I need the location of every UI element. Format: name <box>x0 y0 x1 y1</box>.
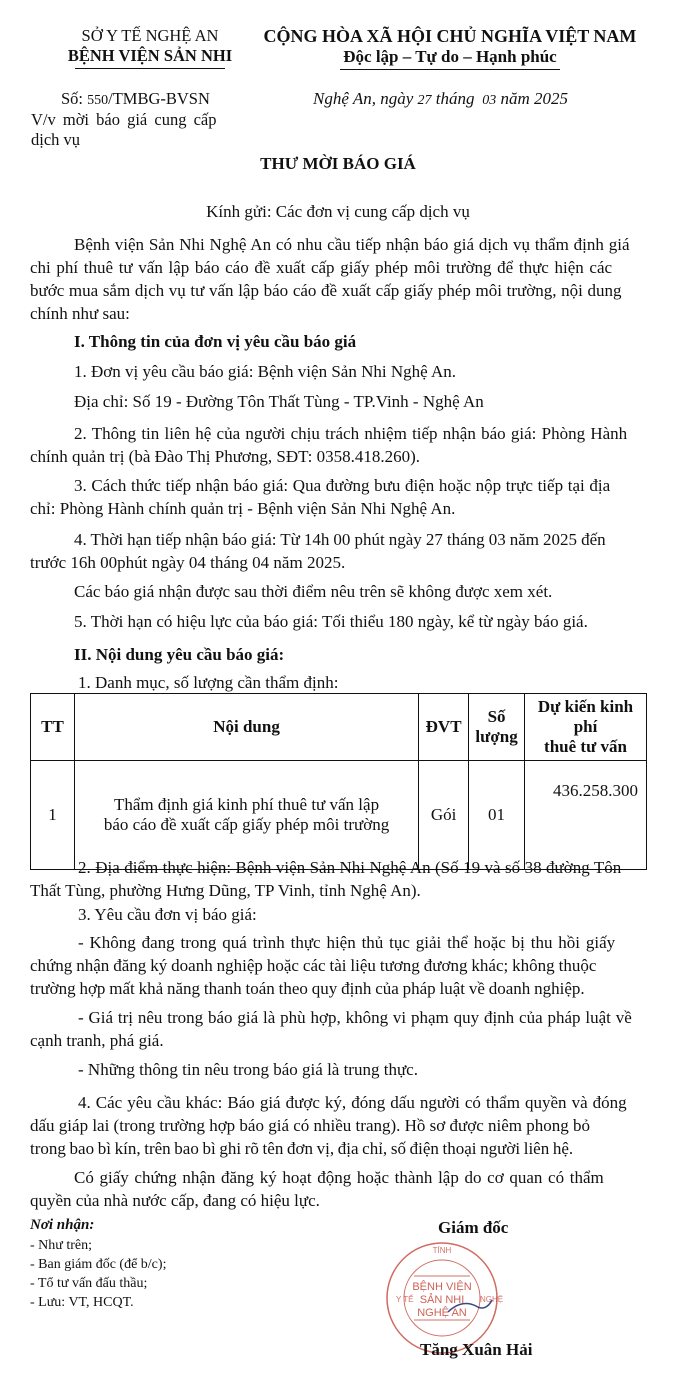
cell-content-line-2: báo cáo đề xuất cấp giấy phép môi trường <box>103 815 390 834</box>
intro-line: chính như sau: <box>30 304 130 323</box>
document-title: THƯ MỜI BÁO GIÁ <box>260 154 416 173</box>
date-month: 03 <box>482 93 497 108</box>
doc-number-prefix: Số: <box>61 89 88 108</box>
intro-line: chi phí thuê tư vấn lập báo cáo đề xuất cấp giấy phép môi trường để thực hiện các <box>30 258 613 277</box>
header-quantity <box>469 694 525 761</box>
section-2-line: cạnh tranh, phá giá. <box>30 1031 164 1050</box>
header-content: Nội dung <box>74 694 418 761</box>
svg-text:TỈNH: TỈNH <box>432 1246 452 1255</box>
section-2-line: Có giấy chứng nhận đăng ký hoạt động hoặc thành lập do cơ quan có thẩm <box>74 1168 604 1187</box>
signer-name: Tăng Xuân Hải <box>420 1340 533 1359</box>
section-1-line: 4. Thời hạn tiếp nhận báo giá: Từ 14h 00 phút ngày 27 tháng 03 năm 2025 đến <box>74 530 606 549</box>
section-1-line: 3. Cách thức tiếp nhận báo giá: Qua đường bưu điện hoặc nộp trực tiếp tại địa <box>74 476 611 495</box>
section-2-line: 4. Các yêu cầu khác: Báo giá được ký, đóng dấu người có thẩm quyền và đóng <box>78 1093 627 1112</box>
date-suffix: năm 2025 <box>496 89 569 108</box>
section-1-line: 1. Đơn vị yêu cầu báo giá: Bệnh viện Sản Nhi Nghệ An. <box>74 362 456 381</box>
document-number <box>61 89 210 109</box>
svg-text:NGHỆ: NGHỆ <box>480 1295 504 1304</box>
cell-unit: Gói <box>419 761 469 870</box>
svg-text:SẢN NHI: SẢN NHI <box>419 1294 465 1306</box>
header-quantity-line-1: Số <box>487 707 506 726</box>
section-2-line: quyền của nhà nước cấp, đang có hiệu lực. <box>30 1191 320 1210</box>
recipient-item: - Như trên; <box>30 1238 93 1253</box>
header-cost-line-1: Dự kiến kinh phí <box>537 697 634 736</box>
cell-tt: 1 <box>31 761 75 870</box>
section-2-line: - Những thông tin nêu trong báo giá là trung thực. <box>78 1060 418 1079</box>
issuing-agency <box>30 26 270 69</box>
section-1-line: chỉ: Phòng Hành chính quản trị - Bệnh viện Sản Nhi Nghệ An. <box>30 499 456 518</box>
section-2-item-1: 1. Danh mục, số lượng cần thẩm định: <box>78 673 339 692</box>
header-cost-line-2: thuê tư vấn <box>544 737 627 756</box>
section-2-heading: II. Nội dung yêu cầu báo giá: <box>74 645 285 664</box>
parent-agency: SỞ Y TẾ NGHỆ AN <box>81 26 219 45</box>
document-date <box>313 89 568 109</box>
section-1-line: trước 16h 00phút ngày 04 tháng 04 năm 2025. <box>30 553 346 572</box>
national-motto <box>250 26 650 70</box>
intro-line: bước mua sắm dịch vụ tư vấn lập báo cáo đề xuất cấp giấy phép môi trường, nội dung <box>30 281 622 300</box>
section-2-line: trong bao bì kín, trên bao bì ghi rõ tên đơn vị, địa chỉ, số điện thoại người liên hệ. <box>30 1139 574 1158</box>
intro-line: Bệnh viện Sản Nhi Nghệ An có nhu cầu tiếp nhận báo giá dịch vụ thẩm định giá <box>74 235 630 254</box>
table-header-row <box>31 694 647 761</box>
recipient-item: - Tổ tư vấn đấu thầu; <box>30 1276 148 1291</box>
section-1-line: Địa chỉ: Số 19 - Đường Tôn Thất Tùng - TP.Vinh - Nghệ An <box>74 392 484 411</box>
section-2-line: trường hợp mất khả năng thanh toán theo quy định của pháp luật về doanh nghiệp. <box>30 979 585 998</box>
section-2-line: Thất Tùng, phường Hưng Dũng, TP Vinh, tỉnh Nghệ An). <box>30 881 421 900</box>
recipient-item: - Lưu: VT, HCQT. <box>30 1295 134 1310</box>
doc-number-suffix: /TMBG-BVSN <box>108 89 210 108</box>
section-1-line: 5. Thời hạn có hiệu lực của báo giá: Tối thiểu 180 ngày, kể từ ngày báo giá. <box>74 612 588 631</box>
cell-content <box>74 761 418 870</box>
section-2-line: - Giá trị nêu trong báo giá là phù hợp, không vi phạm quy định của pháp luật về <box>78 1008 632 1027</box>
cell-cost: 436.258.300 <box>525 761 647 870</box>
doc-number-value: 550 <box>87 93 109 108</box>
cell-content-line-1: Thẩm định giá kinh phí thuê tư vấn lập <box>113 795 380 814</box>
hospital-name: BỆNH VIỆN SẢN NHI <box>67 46 233 65</box>
cell-quantity: 01 <box>469 761 525 870</box>
date-day: 27 <box>417 93 432 108</box>
date-prefix: Nghệ An, ngày <box>313 89 418 108</box>
section-2-line: 2. Địa điểm thực hiện: Bệnh viện Sản Nhi Nghệ An (Số 19 và số 38 đường Tôn <box>78 858 622 877</box>
svg-text:Y TẾ: Y TẾ <box>396 1295 414 1304</box>
header-tt: TT <box>31 694 75 761</box>
recipients-title: Nơi nhận: <box>30 1217 95 1233</box>
header-quantity-line-2: lượng <box>475 727 518 746</box>
greeting: Kính gửi: Các đơn vị cung cấp dịch vụ <box>206 202 470 221</box>
svg-text:BỆNH VIỆN: BỆNH VIỆN <box>412 1281 472 1293</box>
motto: Độc lập – Tự do – Hạnh phúc <box>343 47 557 66</box>
recipient-item: - Ban giám đốc (để b/c); <box>30 1257 167 1272</box>
section-1-heading: I. Thông tin của đơn vị yêu cầu báo giá <box>74 332 357 351</box>
agency-underline <box>75 68 225 69</box>
country-name: CỘNG HÒA XÃ HỘI CHỦ NGHĨA VIỆT NAM <box>263 26 637 46</box>
subject-line-2: dịch vụ <box>31 130 81 149</box>
table-row <box>31 761 647 870</box>
section-2-line: - Không đang trong quá trình thực hiện thủ tục giải thể hoặc bị thu hồi giấy <box>78 933 616 952</box>
motto-underline <box>340 69 560 70</box>
section-2-line: chứng nhận đăng ký doanh nghiệp hoặc các tài liệu tương đương khác; không thuộc <box>30 956 597 975</box>
section-1-line: Các báo giá nhận được sau thời điểm nêu trên sẽ không được xem xét. <box>74 582 553 601</box>
section-2-line: dấu giáp lai (trong trường hợp báo giá có nhiều trang). Hồ sơ được niêm phong bỏ <box>30 1116 591 1135</box>
date-mid: tháng <box>431 89 479 108</box>
quotation-table <box>30 693 647 870</box>
svg-text:NGHỆ AN: NGHỆ AN <box>417 1307 467 1319</box>
header-unit: ĐVT <box>419 694 469 761</box>
section-1-line: chính quản trị (bà Đào Thị Phương, SĐT: 0358.418.260). <box>30 447 421 466</box>
section-1-line: 2. Thông tin liên hệ của người chịu trách nhiệm tiếp nhận báo giá: Phòng Hành <box>74 424 628 443</box>
official-seal <box>384 1240 504 1356</box>
header-cost <box>525 694 647 761</box>
section-2-line: 3. Yêu cầu đơn vị báo giá: <box>78 905 257 924</box>
signer-role: Giám đốc <box>438 1218 509 1237</box>
subject-line-1: V/v mời báo giá cung cấp <box>31 110 217 129</box>
